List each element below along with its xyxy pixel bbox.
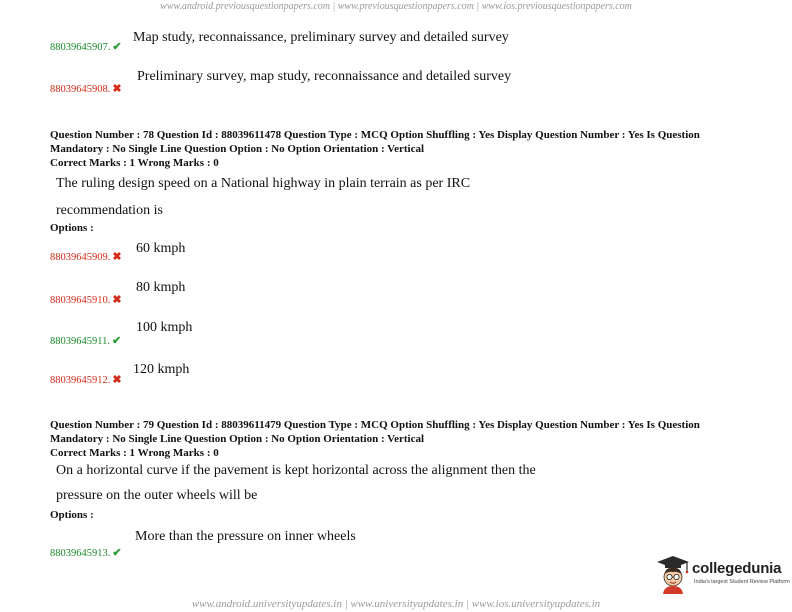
question-meta-line: Question Number : 79 Question Id : 88039611479 Question Type : MCQ Option Shuffling : Yes Display Question Number : Yes Is Question	[50, 419, 700, 431]
option-text: 60 kmph	[136, 241, 186, 256]
option-row	[50, 331, 121, 349]
option-id: 88039645912.	[50, 375, 111, 386]
option-text: 100 kmph	[136, 320, 193, 335]
option-id: 88039645910.	[50, 295, 111, 306]
wrong-cross-icon: ✖	[112, 294, 122, 306]
option-row	[50, 247, 122, 265]
question-meta-line: Question Number : 78 Question Id : 88039611478 Question Type : MCQ Option Shuffling : Yes Display Question Number : Yes Is Question	[50, 129, 700, 141]
option-row	[50, 37, 122, 55]
question-marks: Correct Marks : 1 Wrong Marks : 0	[50, 447, 219, 459]
logo-wordmark: collegedunia	[692, 560, 782, 577]
option-text: Map study, reconnaissance, preliminary survey and detailed survey	[133, 30, 509, 45]
option-row	[50, 290, 122, 308]
footer-watermark-url: www.android.universityupdates.in | www.universityupdates.in | www.ios.universityupdates.in	[191, 598, 601, 610]
wrong-cross-icon: ✖	[112, 251, 122, 263]
option-row	[50, 79, 122, 97]
student-mascot-icon	[656, 554, 690, 594]
question-text-line: The ruling design speed on a National highway in plain terrain as per IRC	[56, 176, 471, 191]
question-text-line: recommendation is	[56, 203, 163, 218]
option-row	[50, 370, 122, 388]
option-text: 80 kmph	[136, 280, 186, 295]
wrong-cross-icon: ✖	[112, 374, 122, 386]
option-row	[50, 543, 122, 561]
header-watermark-url: www.android.previousquestionpapers.com | www.previousquestionpapers.com | www.ios.previousquestionpapers.com	[160, 1, 632, 12]
wrong-cross-icon: ✖	[112, 83, 122, 95]
question-marks: Correct Marks : 1 Wrong Marks : 0	[50, 157, 219, 169]
collegedunia-logo	[656, 554, 790, 594]
option-id: 88039645907.	[50, 42, 111, 53]
question-79-meta	[50, 418, 750, 460]
option-text: 120 kmph	[133, 362, 190, 377]
logo-tagline: India's largest Student Review Platform	[694, 579, 790, 585]
options-label: Options :	[50, 222, 94, 234]
correct-check-icon: ✔	[112, 547, 122, 559]
option-id: 88039645909.	[50, 252, 111, 263]
option-text: Preliminary survey, map study, reconnaissance and detailed survey	[137, 69, 512, 84]
question-meta-line: Mandatory : No Single Line Question Option : No Option Orientation : Vertical	[50, 433, 425, 445]
question-meta-line: Mandatory : No Single Line Question Option : No Option Orientation : Vertical	[50, 143, 425, 155]
correct-check-icon: ✔	[112, 335, 122, 347]
option-id: 88039645911.	[50, 336, 110, 347]
option-id: 88039645908.	[50, 84, 111, 95]
option-text: More than the pressure on inner wheels	[135, 529, 356, 544]
correct-check-icon: ✔	[112, 41, 122, 53]
question-78-meta	[50, 128, 750, 170]
question-text-line: On a horizontal curve if the pavement is kept horizontal across the alignment then the	[56, 463, 536, 478]
options-label: Options :	[50, 509, 94, 521]
option-id: 88039645913.	[50, 548, 111, 559]
question-text-line: pressure on the outer wheels will be	[56, 488, 258, 503]
